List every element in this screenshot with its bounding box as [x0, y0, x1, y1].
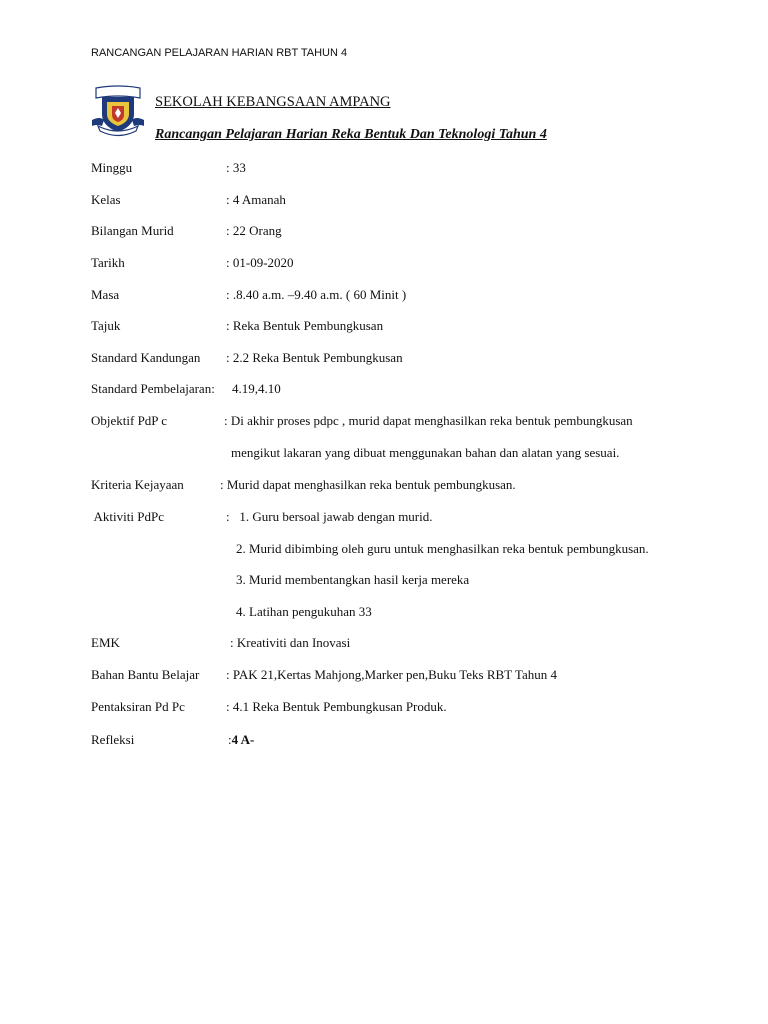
field-value: : 4.1 Reka Bentuk Pembungkusan Produk.: [226, 699, 447, 714]
field-label: Pentaksiran Pd Pc: [91, 699, 185, 714]
field-value: : 33: [226, 160, 246, 175]
field-value: : PAK 21,Kertas Mahjong,Marker pen,Buku Teks RBT Tahun 4: [226, 667, 557, 682]
field-label: EMK: [91, 635, 120, 650]
field-value: : 01-09-2020: [226, 255, 294, 270]
field-label: Standard Kandungan: [91, 350, 201, 365]
field-value: : 2.2 Reka Bentuk Pembungkusan: [226, 350, 403, 365]
school-logo: [90, 82, 146, 138]
field-value: : 22 Orang: [226, 223, 282, 238]
document-title: Rancangan Pelajaran Harian Reka Bentuk Dan Teknologi Tahun 4: [155, 127, 547, 142]
field-label: Tarikh: [91, 255, 125, 270]
field-value: : 1. Guru bersoal jawab dengan murid.: [226, 509, 433, 524]
field-label: Objektif PdP c: [91, 413, 168, 428]
refleksi-colon: :: [228, 732, 232, 747]
activity-item: 3. Murid membentangkan hasil kerja mereka: [236, 572, 470, 587]
activity-item: 2. Murid dibimbing oleh guru untuk menghasilkan reka bentuk pembungkusan.: [236, 541, 649, 556]
field-value: : Reka Bentuk Pembungkusan: [226, 318, 384, 333]
field-label: Bahan Bantu Belajar: [91, 667, 200, 682]
field-label: Aktiviti PdPc: [91, 509, 164, 524]
field-value: : Murid dapat menghasilkan reka bentuk pembungkusan.: [220, 477, 516, 492]
field-label: Minggu: [91, 160, 133, 175]
field-label: Tajuk: [91, 318, 121, 333]
school-name: SEKOLAH KEBANGSAAN AMPANG: [155, 94, 391, 110]
field-value: : Di akhir proses pdpc , murid dapat menghasilkan reka bentuk pembungkusan: [224, 413, 633, 428]
field-label: Standard Pembelajaran:: [91, 381, 215, 396]
activity-item: 4. Latihan pengukuhan 33: [236, 604, 372, 619]
refleksi-result: 4 A-: [231, 732, 255, 747]
page-header: RANCANGAN PELAJARAN HARIAN RBT TAHUN 4: [91, 47, 348, 59]
field-value: : Kreativiti dan Inovasi: [230, 635, 351, 650]
field-label: Refleksi: [91, 732, 135, 747]
field-value: [228, 732, 254, 748]
field-value-continuation: mengikut lakaran yang dibuat menggunakan bahan dan alatan yang sesuai.: [231, 445, 620, 460]
field-label: Bilangan Murid: [91, 223, 174, 238]
field-label: Masa: [91, 287, 120, 302]
field-label: Kelas: [91, 192, 121, 207]
field-value: : .8.40 a.m. –9.40 a.m. ( 60 Minit ): [226, 287, 407, 302]
field-value: : 4 Amanah: [226, 192, 286, 207]
field-value: 4.19,4.10: [232, 381, 281, 396]
field-label: Kriteria Kejayaan: [91, 477, 184, 492]
